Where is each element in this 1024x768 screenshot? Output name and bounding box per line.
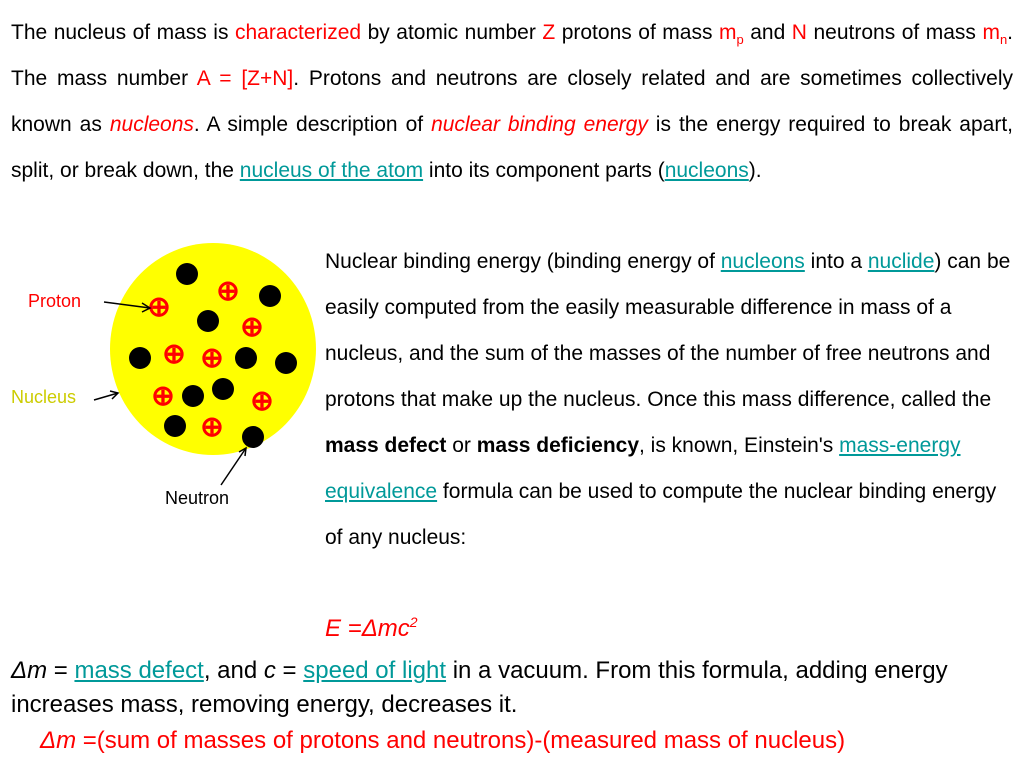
nucleus-diagram (0, 230, 320, 520)
symbol-mp (718, 21, 744, 48)
link-nucleons[interactable]: nucleons (664, 159, 749, 182)
text: . Protons and neutrons are closely related and are sometimes collectively known as (11, 67, 1014, 136)
text: , is known, Einstein's (639, 434, 840, 457)
text: into its component parts ( (423, 159, 665, 182)
text: is the energy required to break apart, split, or break down, the (11, 113, 1014, 182)
intro-paragraph (11, 10, 1013, 194)
definition-text: =(sum of masses of protons and neutrons)-(measured mass of nucleus) (76, 727, 846, 754)
link-speed-of-light[interactable]: speed of light (303, 657, 447, 684)
link-mass-defect[interactable]: mass defect (74, 657, 204, 684)
text: by atomic number (361, 21, 543, 44)
text: neutrons of mass (806, 21, 983, 44)
neutron (164, 415, 186, 437)
subscript-p: p (736, 32, 744, 48)
text: protons of mass (555, 21, 719, 44)
neutron (182, 385, 204, 407)
symbol-m: m (982, 21, 1000, 44)
highlight-characterized: characterized (235, 21, 362, 44)
text: Nuclear binding energy (binding energy of (325, 250, 721, 273)
neutron (197, 310, 219, 332)
link-mass-energy-equivalence[interactable]: mass-energy equivalence (325, 434, 961, 503)
text: formula can be used to compute the nuclear binding energy of any nucleus: (325, 480, 997, 549)
term-nucleons: nucleons (109, 113, 194, 136)
symbol-c: c (263, 657, 276, 684)
neutron-label: Neutron (165, 488, 230, 508)
subscript-n: n (999, 32, 1008, 48)
proton-icon: ⊕ (216, 275, 240, 306)
proton-icon: ⊕ (147, 291, 171, 322)
term-nuclear-binding-energy: nuclear binding energy (431, 113, 648, 136)
binding-energy-paragraph (325, 239, 1015, 561)
text: . A simple description of (193, 113, 432, 136)
proton-icon: ⊕ (151, 380, 175, 411)
link-nucleons[interactable]: nucleons (720, 250, 805, 273)
text: The nucleus of mass is (11, 21, 235, 44)
link-nuclide[interactable]: nuclide (867, 250, 935, 273)
proton-icon: ⊕ (240, 311, 264, 342)
symbol-z: Z (542, 21, 556, 44)
text: in a vacuum. From this formula, adding energy increases mass, removing energy, decreases it. (11, 657, 948, 718)
term-mass-deficiency: mass deficiency (476, 434, 640, 457)
einstein-formula (325, 614, 418, 643)
neutron (235, 347, 257, 369)
text: into a (804, 250, 868, 273)
formula-explanation (11, 654, 1013, 722)
link-nucleus-of-the-atom[interactable]: nucleus of the atom (239, 159, 424, 182)
proton-icon: ⊕ (200, 342, 224, 373)
text: ) can be easily computed from the easily measurable difference in mass of a nucleus, and the sum of the masses of the number of free neutrons and protons that make up the nucleus. Once this mass difference, called the (325, 250, 1011, 411)
text: , and (203, 657, 264, 684)
neutron (212, 378, 234, 400)
nucleus-label: Nucleus (11, 387, 77, 407)
text: = (275, 657, 304, 684)
formula-superscript: 2 (409, 614, 418, 630)
mass-defect-definition (40, 727, 845, 755)
formula-text: E =Δmc (325, 615, 410, 642)
neutron (275, 352, 297, 374)
neutron (242, 426, 264, 448)
proton-label: Proton (28, 291, 82, 311)
symbol-n: N (791, 21, 807, 44)
proton-icon: ⊕ (250, 385, 274, 416)
text: or (446, 434, 477, 457)
text: ). (748, 159, 762, 182)
symbol-m: m (718, 21, 737, 44)
symbol-delta-m: Δm (11, 657, 48, 684)
text: and (743, 21, 792, 44)
proton-icon: ⊕ (200, 411, 224, 442)
mass-number-equation: A = [Z+N] (196, 67, 294, 90)
symbol-delta-m: Δm (40, 727, 77, 754)
symbol-mn (982, 21, 1008, 48)
term-mass-defect: mass defect (325, 434, 447, 457)
text: . The mass number (11, 21, 1014, 90)
proton-icon: ⊕ (162, 338, 186, 369)
neutron (129, 347, 151, 369)
neutron (259, 285, 281, 307)
neutron (176, 263, 198, 285)
text: = (47, 657, 75, 684)
